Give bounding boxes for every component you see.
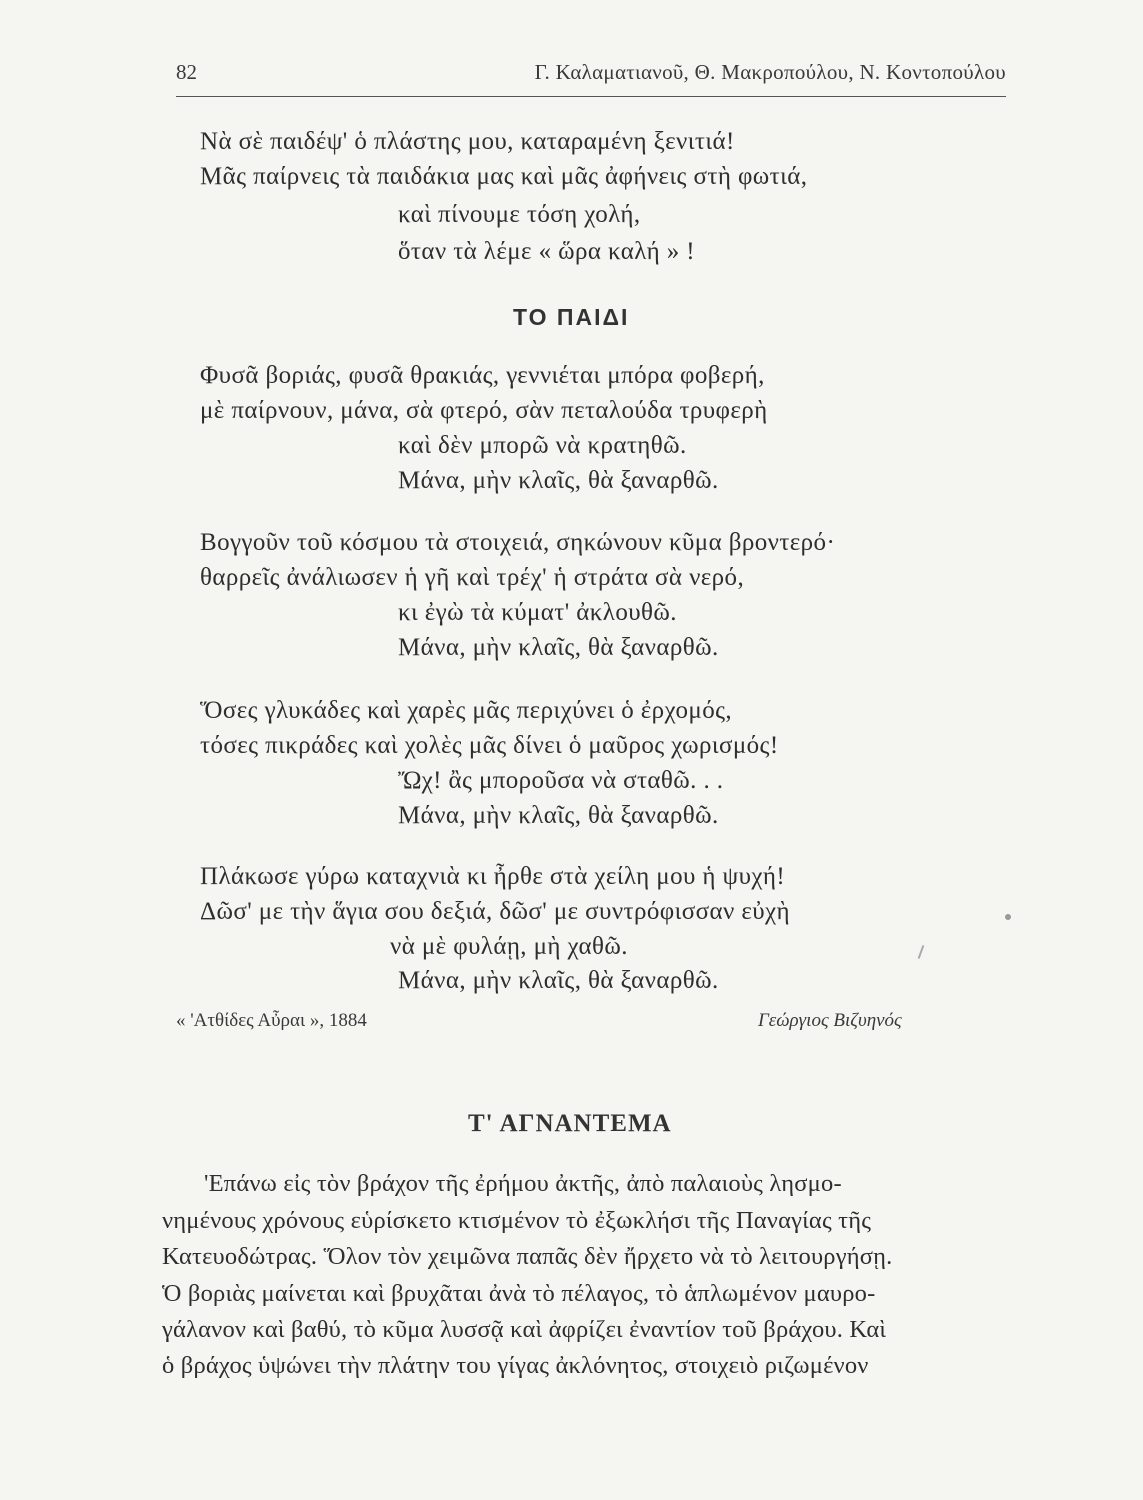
running-title: Γ. Καλαματιανοῦ, Θ. Μακροπούλου, Ν. Κοντοπούλου bbox=[534, 60, 1006, 84]
stanza-3-line-4: Μάνα, μὴν κλαῖς, θὰ ξαναρθῶ. bbox=[398, 802, 719, 829]
print-speck bbox=[918, 945, 925, 959]
stanza-1-line-1: Φυσᾶ βοριάς, φυσᾶ θρακιάς, γεννιέται μπόρα φοβερή, bbox=[200, 362, 765, 389]
poem-end-line-3: καὶ πίνουμε τόση χολή, bbox=[398, 201, 641, 228]
prose-line-6: ὁ βράχος ὑψώνει τὴν πλάτην του γίγας ἀκλόνητος, στοιχειὸ ριζωμένον bbox=[162, 1352, 869, 1379]
prose-line-1: 'Επάνω εἰς τὸν βράχον τῆς ἐρήμου ἀκτῆς, ἀπὸ παλαιοὺς λησμο- bbox=[204, 1170, 842, 1197]
stanza-4-line-2: Δῶσ' με τὴν ἅγια σου δεξιά, δῶσ' με συντρόφισσαν εὐχὴ bbox=[200, 898, 790, 925]
poem-end-line-4: ὅταν τὰ λέμε « ὥρα καλή » ! bbox=[398, 238, 695, 265]
stanza-1-line-4: Μάνα, μὴν κλαῖς, θὰ ξαναρθῶ. bbox=[398, 467, 719, 494]
stanza-3-line-1: Ὅσες γλυκάδες καὶ χαρὲς μᾶς περιχύνει ὁ ἐρχομός, bbox=[200, 697, 733, 724]
stanza-2-line-2: θαρρεῖς ἀνάλιωσεν ἡ γῆ καὶ τρέχ' ἡ στράτα σὰ νερό, bbox=[200, 564, 745, 591]
stanza-2-line-4: Μάνα, μὴν κλαῖς, θὰ ξαναρθῶ. bbox=[398, 634, 719, 661]
poem-end-line-2: Μᾶς παίρνεις τὰ παιδάκια μας καὶ μᾶς ἀφήνεις στὴ φωτιά, bbox=[200, 163, 808, 190]
prose-line-3: Κατευοδώτρας. Ὅλον τὸν χειμῶνα παπᾶς δὲν ἤρχετο νὰ τὸ λειτουργήσῃ. bbox=[162, 1243, 893, 1270]
stanza-4-line-3: νὰ μὲ φυλάῃ, μὴ χαθῶ. bbox=[390, 933, 628, 960]
page-number: 82 bbox=[176, 60, 197, 84]
poem-source: « 'Ατθίδες Αὖραι », 1884 bbox=[176, 1010, 367, 1031]
stanza-2-line-1: Βογγοῦν τοῦ κόσμου τὰ στοιχειά, σηκώνουν κῦμα βροντερό· bbox=[200, 529, 836, 556]
stanza-1-line-3: καὶ δὲν μπορῶ νὰ κρατηθῶ. bbox=[398, 432, 687, 459]
stanza-3-line-3: Ὤχ! ἂς μποροῦσα νὰ σταθῶ. . . bbox=[398, 767, 724, 794]
stanza-3-line-2: τόσες πικράδες καὶ χολὲς μᾶς δίνει ὁ μαῦρος χωρισμός! bbox=[200, 732, 779, 759]
prose-line-2: νημένους χρόνους εὑρίσκετο κτισμένον τὸ ἐξωκλήσι τῆς Παναγίας τῆς bbox=[162, 1207, 872, 1234]
stanza-4-line-1: Πλάκωσε γύρω καταχνιὰ κι ἦρθε στὰ χείλη μου ἡ ψυχή! bbox=[200, 863, 786, 890]
stanza-1-line-2: μὲ παίρνουν, μάνα, σὰ φτερό, σὰν πεταλούδα τρυφερὴ bbox=[200, 397, 768, 424]
prose-line-4: Ὁ βοριὰς μαίνεται καὶ βρυχᾶται ἀνὰ τὸ πέλαγος, τὸ ἁπλωμένον μαυρο- bbox=[162, 1280, 876, 1307]
page-header bbox=[176, 60, 1006, 97]
poem-title: ΤΟ ΠΑΙΔΙ bbox=[513, 304, 630, 330]
stanza-2-line-3: κι ἐγὼ τὰ κύματ' ἀκλουθῶ. bbox=[398, 599, 677, 626]
prose-line-5: γάλανον καὶ βαθύ, τὸ κῦμα λυσσᾷ καὶ ἀφρίζει ἐναντίον τοῦ βράχου. Καὶ bbox=[162, 1316, 887, 1343]
stanza-4-line-4: Μάνα, μὴν κλαῖς, θὰ ξαναρθῶ. bbox=[398, 967, 719, 994]
poem-author: Γεώργιος Βιζυηνός bbox=[758, 1010, 902, 1031]
print-speck bbox=[1005, 914, 1011, 920]
poem-end-line-1: Νὰ σὲ παιδέψ' ὁ πλάστης μου, καταραμένη ξενιτιά! bbox=[200, 128, 735, 155]
section-title: Τ' ΑΓΝΑΝΤΕΜΑ bbox=[468, 1110, 672, 1137]
